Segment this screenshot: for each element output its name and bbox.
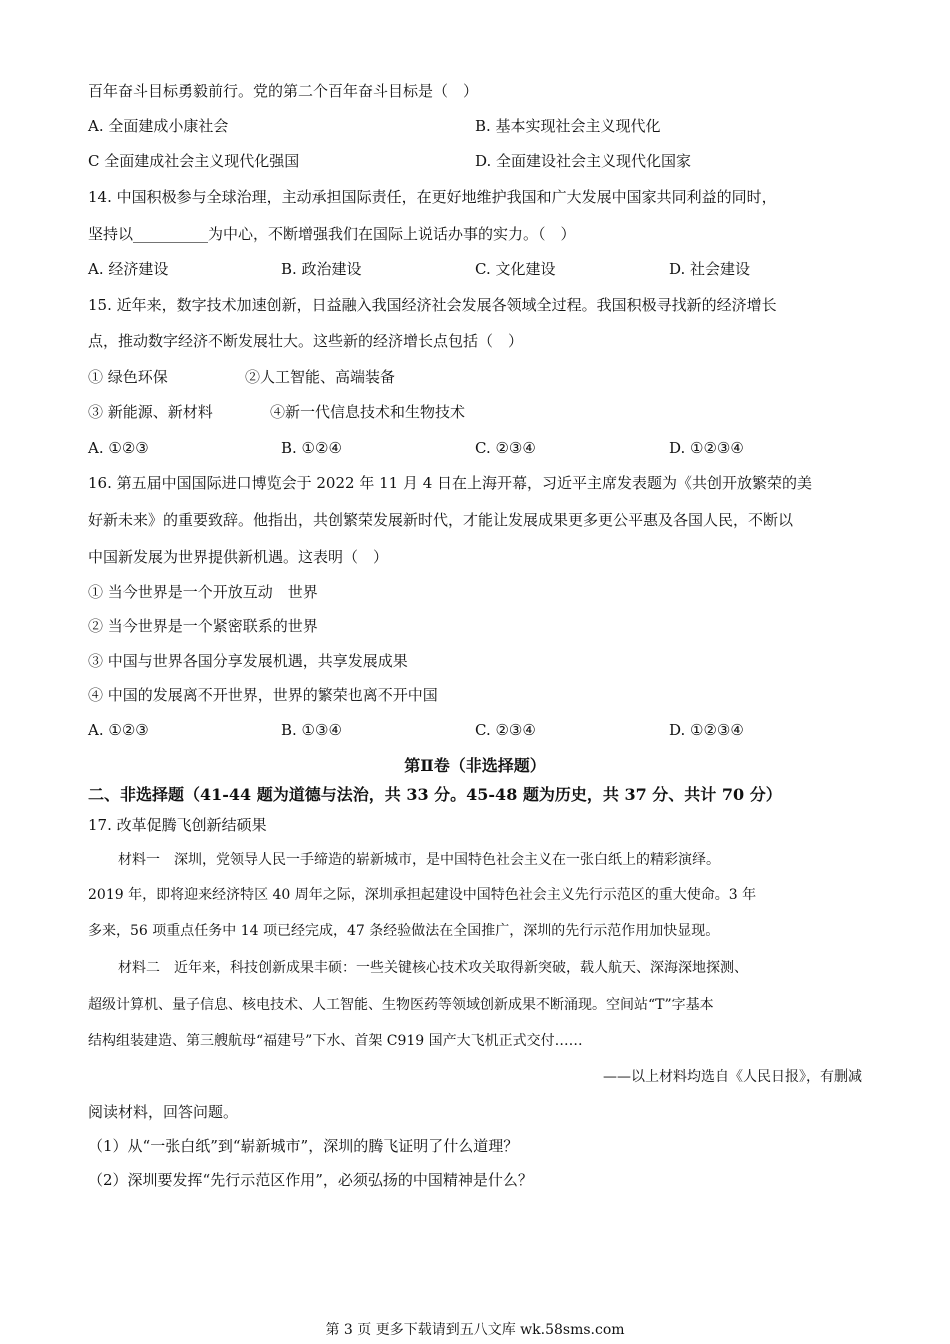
part2-section-heading: 二、非选择题（41-44 题为道德与法治，共 33 分。45-48 题为历史，共 37 分、共计 70 分） [88,785,782,804]
page-footer: 第 3 页 更多下载请到五八文库 wk.58sms.com [325,1322,625,1338]
q15-option-d: D. ①②③④ [669,439,744,457]
q14-option-a: A. 经济建设 [88,260,169,278]
q17-material1-line3: 多来，56 项重点任务中 14 项已经完成，47 条经验做法在全国推广，深圳的先行示范作用加快显现。 [88,923,720,939]
q14-line1: 14. 中国积极参与全球治理，主动承担国际责任，在更好地维护我国和广大发展中国家共同利益的同时， [88,188,777,206]
q15-option-c: C. ②③④ [475,439,536,457]
q15-option-a: A. ①②③ [88,439,149,457]
q17-subquestion-1: （1）从“一张白纸”到“崭新城市”，深圳的腾飞证明了什么道理？ [88,1137,519,1155]
q16-item-2: ② 当今世界是一个紧密联系的世界 [88,617,318,635]
q13-option-c: C 全面建成社会主义现代化强国 [88,152,300,170]
q17-material2-line1: 材料二 近年来，科技创新成果丰硕：一些关键核心技术攻关取得新突破，载人航天、深海深地探测、 [118,960,748,976]
q17-material1-line2: 2019 年，即将迎来经济特区 40 周年之际，深圳承担起建设中国特色社会主义先行示范区的重大使命。3 年 [88,887,757,903]
q14-option-c: C. 文化建设 [475,260,556,278]
q17-material2-line3: 结构组装建造、第三艘航母“福建号”下水、首架 C919 国产大飞机正式交付…… [88,1033,583,1049]
q13-option-d: D. 全面建设社会主义现代化国家 [475,152,692,170]
q17-title: 17. 改革促腾飞创新结硕果 [88,816,267,834]
q15-line1: 15. 近年来，数字技术加速创新，日益融入我国经济社会发展各领域全过程。我国积极寻找新的经济增长 [88,296,777,314]
q14-option-b: B. 政治建设 [281,260,362,278]
q17-source-note: ——以上材料均选自《人民日报》，有删减 [603,1069,862,1085]
q16-item-1: ① 当今世界是一个开放互动 世界 [88,583,318,601]
q16-line1: 16. 第五届中国国际进口博览会于 2022 年 11 月 4 日在上海开幕，习近平主席发表题为《共创开放繁荣的美 [88,474,813,492]
q13-stem: 百年奋斗目标勇毅前行。党的第二个百年奋斗目标是（ ） [88,82,479,100]
q17-subquestion-2: （2）深圳要发挥“先行示范区作用”，必须弘扬的中国精神是什么？ [88,1171,533,1189]
q15-item-3: ③ 新能源、新材料 [88,403,213,421]
q13-option-a: A. 全面建成小康社会 [88,117,229,135]
q16-line3: 中国新发展为世界提供新机遇。这表明（ ） [88,548,389,566]
q17-material2-line2: 超级计算机、量子信息、核电技术、人工智能、生物医药等领域创新成果不断涌现。空间站“T”字基本 [88,997,714,1013]
q15-item-2: ②人工智能、高端装备 [245,368,396,386]
q15-line2: 点，推动数字经济不断发展壮大。这些新的经济增长点包括（ ） [88,332,524,350]
q14-option-d: D. 社会建设 [669,260,751,278]
q15-option-b: B. ①②④ [281,439,342,457]
q16-item-4: ④ 中国的发展离不开世界，世界的繁荣也离不开中国 [88,686,438,704]
q17-material1-line1: 材料一 深圳，党领导人民一手缔造的崭新城市，是中国特色社会主义在一张白纸上的精彩演绎。 [118,852,720,868]
q16-option-d: D. ①②③④ [669,721,744,739]
q15-item-1: ① 绿色环保 [88,368,168,386]
q17-instruction: 阅读材料，回答问题。 [88,1103,239,1121]
part2-title: 第Ⅱ卷（非选择题） [404,756,546,775]
q16-item-3: ③ 中国与世界各国分享发展机遇，共享发展成果 [88,652,408,670]
q16-option-b: B. ①③④ [281,721,342,739]
q16-line2: 好新未来》的重要致辞。他指出，共创繁荣发展新时代，才能让发展成果更多更公平惠及各国人民，不断以 [88,511,794,529]
q13-option-b: B. 基本实现社会主义现代化 [475,117,661,135]
q14-line2: 坚持以__________为中心，不断增强我们在国际上说话办事的实力。（ ） [88,225,576,243]
q15-item-4: ④新一代信息技术和生物技术 [270,403,466,421]
q16-option-a: A. ①②③ [88,721,149,739]
q16-option-c: C. ②③④ [475,721,536,739]
